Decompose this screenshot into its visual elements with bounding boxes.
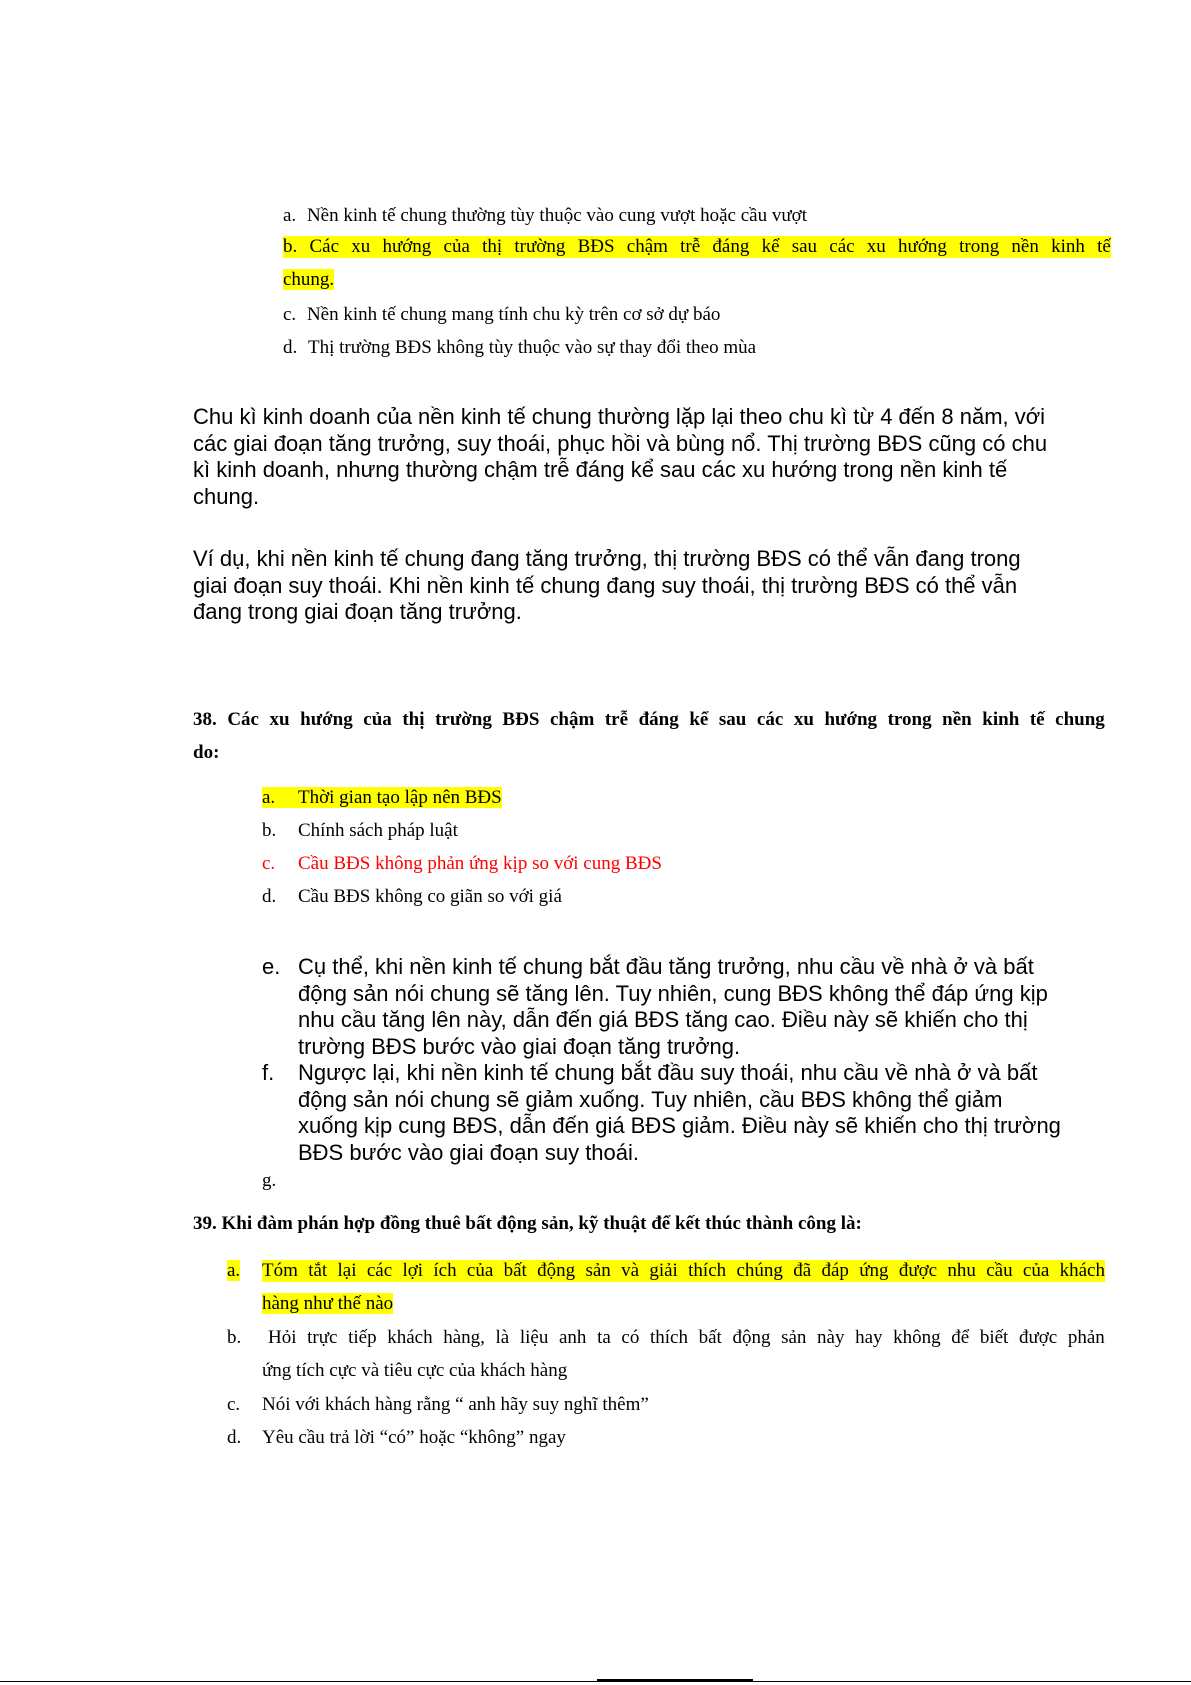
- option-marker: c.: [262, 853, 276, 874]
- word: kinh: [1051, 236, 1085, 257]
- word: trực: [307, 1327, 338, 1348]
- option-marker: b.: [262, 820, 277, 841]
- word: có: [621, 1327, 640, 1348]
- text-line: trường BĐS bước vào giai đoạn tăng trưởng.: [298, 1033, 741, 1059]
- word: kinh: [982, 709, 1020, 730]
- q38-option-a: [262, 787, 502, 809]
- word: lợi: [402, 1260, 424, 1281]
- q39-option-d: [227, 1427, 566, 1449]
- word: giải: [649, 1260, 678, 1281]
- option-marker: a.: [227, 1260, 241, 1281]
- q39-option-a: [227, 1260, 1105, 1315]
- q38-explanation-f: [262, 1060, 1112, 1166]
- word: kể: [761, 236, 780, 257]
- q38-question-line1: [193, 709, 1105, 731]
- word: trường: [435, 709, 492, 730]
- word: các: [366, 1260, 393, 1281]
- explanation-paragraph-1: [193, 404, 1047, 510]
- word: trong: [959, 236, 1000, 257]
- option-marker: b.: [283, 236, 298, 257]
- q37-option-b-line1: [283, 236, 1111, 258]
- text-line: động sản nói chung sẽ giảm xuống. Tuy nhiên, cầu BĐS không thể giảm: [298, 1086, 1003, 1112]
- word: sau: [791, 236, 818, 257]
- word: xu: [793, 709, 814, 730]
- word: không: [893, 1327, 941, 1348]
- q39-option-c: [227, 1394, 649, 1416]
- word: trễ: [680, 236, 701, 257]
- word: Tóm: [262, 1260, 298, 1281]
- word: là: [495, 1327, 510, 1348]
- word: này: [817, 1327, 845, 1348]
- q37-option-c: [283, 304, 720, 326]
- word: thích: [649, 1327, 688, 1348]
- q39-option-a-line1: [262, 1260, 1105, 1282]
- word: thị: [482, 236, 503, 257]
- option-text: Thời gian tạo lập nên BĐS: [298, 787, 502, 808]
- q38-option-b: [262, 820, 458, 842]
- option-text: Nền kinh tế chung thường tùy thuộc vào cung vượt hoặc cầu vượt: [306, 205, 807, 226]
- word: khách: [387, 1327, 433, 1348]
- word: sản: [781, 1327, 807, 1348]
- word: ứng: [859, 1260, 889, 1281]
- word: chậm: [626, 236, 668, 257]
- option-text: Nói với khách hàng rằng “ anh hãy suy nghĩ thêm”: [262, 1394, 649, 1415]
- page-bottom-rule-segment: [597, 1679, 753, 1681]
- item-marker: f.: [262, 1060, 275, 1085]
- option-text: Chính sách pháp luật: [298, 820, 458, 841]
- word: chậm: [549, 709, 595, 730]
- word: đáng: [712, 236, 750, 257]
- option-marker: c.: [227, 1394, 241, 1415]
- text-line: động sản nói chung sẽ tăng lên. Tuy nhiên, cung BĐS không thể đáp ứng kịp: [298, 980, 1048, 1006]
- q39-option-a-line2: hàng như thế nào: [262, 1293, 394, 1314]
- word: các: [756, 709, 784, 730]
- text-line: Cụ thể, khi nền kinh tế chung bắt đầu tăng trưởng, nhu cầu về nhà ở và bất: [298, 954, 1034, 979]
- option-marker: d.: [227, 1427, 242, 1448]
- word: trong: [887, 709, 932, 730]
- word: nhu: [947, 1260, 976, 1281]
- text-line: đang trong giai đoạn tăng trưởng.: [193, 599, 522, 624]
- q38-explanation-e: [262, 954, 1112, 1060]
- word: BĐS: [577, 236, 615, 257]
- word: BĐS: [502, 709, 540, 730]
- word: tế: [1029, 709, 1045, 730]
- q38-option-d: [262, 886, 562, 908]
- word: được: [1018, 1327, 1058, 1348]
- word: của: [466, 1260, 494, 1281]
- word: tắt: [308, 1260, 328, 1281]
- word: bất: [698, 1327, 722, 1348]
- q37-option-d: [283, 337, 756, 359]
- q37-option-a: [283, 205, 807, 227]
- item-text: [298, 954, 1112, 1060]
- word: để: [951, 1327, 970, 1348]
- word: thị: [402, 709, 425, 730]
- word: trễ: [604, 709, 629, 730]
- word: xu: [269, 709, 290, 730]
- word: hướng: [300, 709, 353, 730]
- word: chúng: [736, 1260, 783, 1281]
- q39-option-b-line2: ứng tích cực và tiêu cực của khách hàng: [262, 1360, 568, 1381]
- item-text: [298, 1060, 1112, 1166]
- word: đáp: [821, 1260, 849, 1281]
- word: nền: [942, 709, 972, 730]
- word: động: [537, 1260, 576, 1281]
- word: tiếp: [348, 1327, 377, 1348]
- word: trường: [514, 236, 566, 257]
- option-text: Yêu cầu trả lời “có” hoặc “không” ngay: [262, 1427, 566, 1448]
- explanation-paragraph-2: [193, 546, 1021, 626]
- option-marker: d.: [283, 337, 298, 358]
- text-line: xuống kịp cung BĐS, dẫn đến giá BĐS giảm. Điều này sẽ khiến cho thị trường: [298, 1113, 1061, 1138]
- text-line: Ngược lại, khi nền kinh tế chung bắt đầu suy thoái, nhu cầu về nhà ở và bất: [298, 1060, 1038, 1085]
- word: hay: [855, 1327, 883, 1348]
- word: cầu: [986, 1260, 1013, 1281]
- option-marker: a.: [283, 205, 297, 226]
- option-marker: c.: [283, 304, 297, 325]
- word: nền: [1011, 236, 1039, 257]
- word: lại: [337, 1260, 357, 1281]
- word: Hỏi: [268, 1327, 297, 1348]
- option-text: Cầu BĐS không phản ứng kịp so với cung BĐS: [298, 853, 662, 874]
- word: đáng: [638, 709, 679, 730]
- item-marker: g.: [262, 1170, 277, 1191]
- word: chung: [1055, 709, 1105, 730]
- word: hướng: [382, 236, 432, 257]
- word: Các: [309, 236, 340, 257]
- word: liệu: [519, 1327, 549, 1348]
- word: tế: [1097, 236, 1111, 257]
- text-line: Ví dụ, khi nền kinh tế chung đang tăng trưởng, thị trường BĐS có thể vẫn đang trong: [193, 546, 1021, 571]
- word: và: [621, 1260, 640, 1281]
- option-marker: b.: [227, 1327, 242, 1348]
- option-marker: d.: [262, 886, 277, 907]
- word: ta: [597, 1327, 611, 1348]
- word: của: [1022, 1260, 1050, 1281]
- word: 38.: [193, 709, 217, 730]
- word: kể: [689, 709, 709, 730]
- word: bất: [503, 1260, 527, 1281]
- text-line: kì kinh doanh, nhưng thường chậm trễ đáng kể sau các xu hướng trong nền kinh tế: [193, 457, 1008, 482]
- option-marker: a.: [262, 787, 276, 808]
- option-text: Thị trường BĐS không tùy thuộc vào sự thay đổi theo mùa: [308, 337, 757, 358]
- word: xu: [866, 236, 886, 257]
- word: các: [829, 236, 855, 257]
- text-line: các giai đoạn tăng trưởng, suy thoái, phục hồi và bùng nổ. Thị trường BĐS cũng có chu: [193, 430, 1048, 456]
- word: xu: [351, 236, 371, 257]
- word: hàng,: [443, 1327, 485, 1348]
- q39-option-b-line1: [262, 1327, 1105, 1349]
- word: ích: [433, 1260, 457, 1281]
- word: của: [363, 709, 392, 730]
- word: khách: [1059, 1260, 1105, 1281]
- word: anh: [559, 1327, 587, 1348]
- q38-explanation-g: [262, 1170, 276, 1192]
- word: phản: [1067, 1327, 1105, 1348]
- q37-option-b: [283, 236, 1111, 291]
- item-marker: e.: [262, 954, 281, 979]
- word: động: [732, 1327, 771, 1348]
- text-line: Chu kì kinh doanh của nền kinh tế chung thường lặp lại theo chu kì từ 4 đến 8 năm, với: [193, 404, 1046, 429]
- word: hướng: [824, 709, 878, 730]
- text-line: chung.: [193, 483, 260, 509]
- word: Các: [227, 709, 259, 730]
- q38-question: [193, 709, 1105, 764]
- page-bottom-rule: [0, 1681, 1191, 1682]
- q38-option-a-highlight: [262, 787, 502, 808]
- option-text: Cầu BĐS không co giãn so với giá: [298, 886, 562, 907]
- q38-question-line2: do:: [193, 742, 220, 763]
- word: đã: [793, 1260, 812, 1281]
- word: được: [898, 1260, 938, 1281]
- option-text: Nền kinh tế chung mang tính chu kỳ trên cơ sở dự báo: [306, 304, 721, 325]
- q39-option-b: [227, 1327, 1105, 1382]
- word: của: [443, 236, 470, 257]
- text-line: giai đoạn suy thoái. Khi nền kinh tế chung đang suy thoái, thị trường BĐS có thể vẫn: [193, 572, 1018, 598]
- word: sản: [585, 1260, 611, 1281]
- word: sau: [718, 709, 747, 730]
- word: hướng: [898, 236, 947, 257]
- text-line: nhu cầu tăng lên này, dẫn đến giá BĐS tăng cao. Điều này sẽ khiến cho thị: [298, 1007, 1028, 1032]
- q38-option-c: [262, 853, 662, 875]
- word: biết: [979, 1327, 1009, 1348]
- text-line: BĐS bước vào giai đoạn suy thoái.: [298, 1139, 640, 1165]
- q37-option-b-line2: chung.: [283, 269, 335, 290]
- q39-question: 39. Khi đàm phán hợp đồng thuê bất động sản, kỹ thuật để kết thúc thành công là:: [193, 1213, 862, 1234]
- word: thích: [688, 1260, 727, 1281]
